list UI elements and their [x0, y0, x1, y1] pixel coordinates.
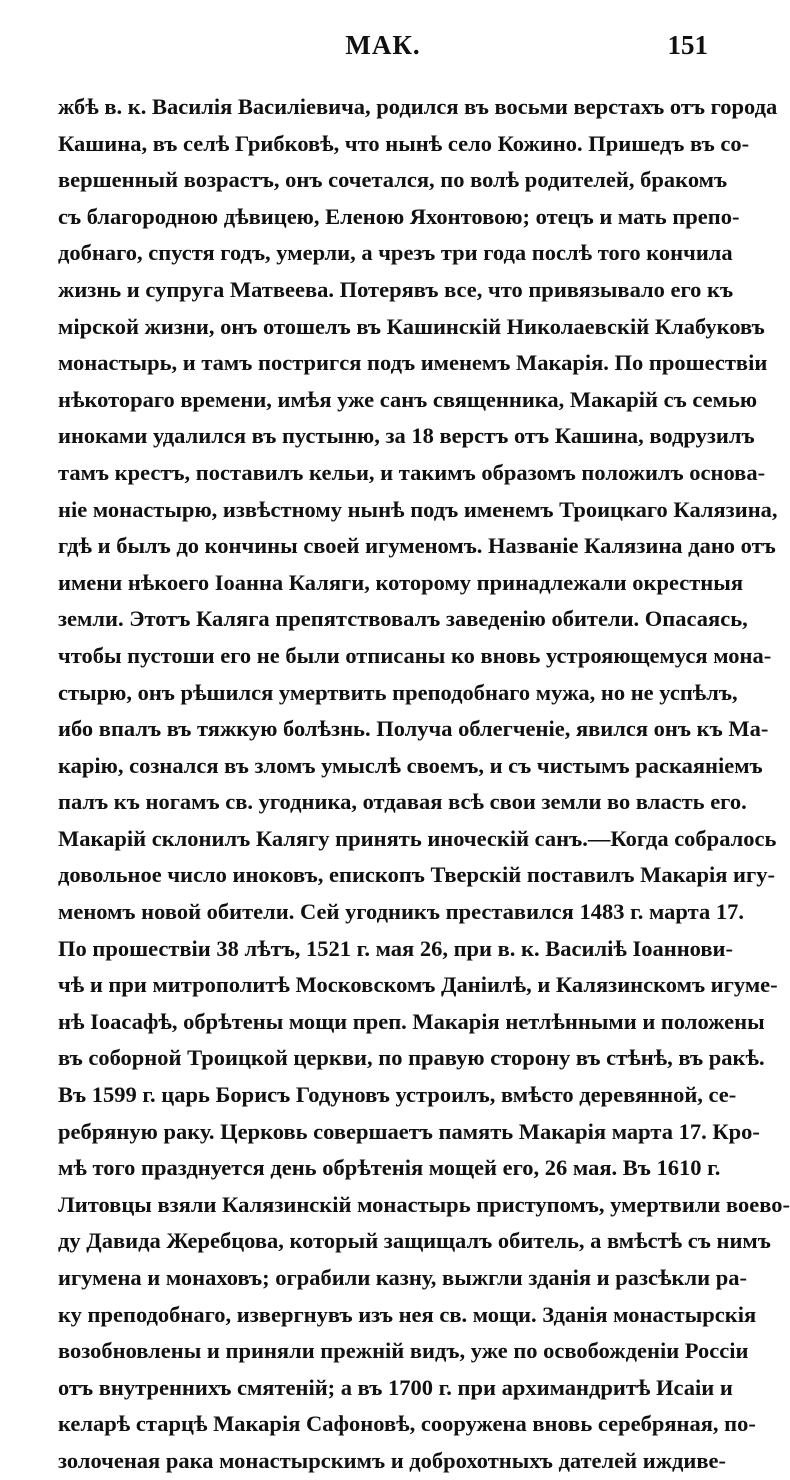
text-line: Макарій склонилъ Калягу принять иноческій санъ.—Когда собралось [58, 825, 777, 851]
text-line: карію, сознался въ зломъ умыслѣ своемъ, и съ чистымъ раскаяніемъ [58, 752, 763, 778]
text-line: возобновлены и приняли прежній видъ, уже по освобожденіи Россіи [58, 1338, 749, 1364]
text-line: ду Давида Жеребцова, который защищалъ обитель, а вмѣстѣ съ нимъ [58, 1228, 771, 1254]
running-head: МАК. [345, 30, 421, 60]
text-line: имени нѣкоего Іоанна Каляги, которому принадлежали окрестныя [58, 569, 743, 595]
text-line: ніе монастырю, извѣстному нынѣ подъ именемъ Троицкаго Калязина, [58, 496, 778, 522]
page-number: 151 [667, 30, 708, 60]
text-line: Кашина, въ селѣ Грибковѣ, что нынѣ село Кожино. Пришедъ въ со- [58, 130, 750, 156]
text-line: игумена и монаховъ; ограбили казну, выжгли зданія и разсѣкли ра- [58, 1265, 747, 1290]
text-line: чтобы пустоши его не были отписаны ко вновь устрояющемуся мона- [58, 642, 772, 668]
text-line: гдѣ и былъ до кончины своей игуменомъ. Названіе Калязина дано отъ [58, 533, 776, 559]
text-line: чѣ и при митрополитѣ Московскомъ Даніилѣ, и Калязинскомъ игуме- [58, 972, 778, 998]
text-line: ибо впалъ въ тяжкую болѣзнь. Получа облегченіе, явился онъ къ Ма- [58, 716, 769, 742]
text-line: монастырь, и тамъ постригся подъ именемъ Макарія. По прошествіи [58, 350, 768, 376]
text-line: мірской жизни, онъ отошелъ въ Кашинскій Николаевскій Клабуковъ [58, 313, 765, 339]
text-line: иноками удалился въ пустыню, за 18 верстъ отъ Кашина, водрузилъ [58, 423, 755, 449]
text-line: добнаго, спустя годъ, умерли, а чрезъ три года послѣ того кончила [58, 240, 733, 266]
text-line: стырю, онъ рѣшился умертвить преподобнаго мужа, но не успѣлъ, [58, 679, 738, 705]
text-line: тамъ крестъ, поставилъ кельи, и такимъ образомъ положилъ основа- [58, 459, 766, 485]
text-line: нѣкотораго времени, имѣя уже санъ священника, Макарій съ семью [58, 386, 758, 412]
text-line: довольное число иноковъ, епископъ Тверскій поставилъ Макарія игу- [58, 862, 775, 888]
text-line: Литовцы взяли Калязинскій монастырь приступомъ, умертвили воево- [58, 1191, 790, 1217]
text-line: келарѣ старцѣ Макарія Сафоновѣ, сооружена вновь серебряная, по- [58, 1411, 756, 1437]
text-line: ребряную раку. Церковь совершаетъ память Макарія марта 17. Кро- [58, 1118, 760, 1144]
text-line: мѣ того празднуется день обрѣтенія мощей его, 26 мая. Въ 1610 г. [58, 1155, 721, 1181]
text-line: въ соборной Троицкой церкви, по правую сторону въ стѣнѣ, въ ракѣ. [58, 1045, 765, 1071]
text-line: съ благородною дѣвицею, Еленою Яхонтовою; отецъ и мать препо- [58, 203, 740, 229]
text-line: ку преподобнаго, извергнувъ изъ нея св. мощи. Зданія монастырскія [58, 1301, 757, 1327]
page-header [58, 30, 708, 70]
text-line: Въ 1599 г. царь Борисъ Годуновъ устроилъ, вмѣсто деревянной, се- [58, 1082, 737, 1108]
text-line: нѣ Іоасафѣ, обрѣтены мощи преп. Макарія нетлѣнными и положены [58, 1008, 765, 1034]
text-line: По прошествіи 38 лѣтъ, 1521 г. мая 26, при в. к. Василіѣ Іоаннови- [58, 935, 733, 961]
text-line: жизнь и супруга Матвеева. Потерявъ все, что привязывало его къ [58, 276, 734, 302]
text-line: вершенный возрастъ, онъ сочетался, по волѣ родителей, бракомъ [58, 167, 728, 193]
text-line: земли. Этотъ Каляга препятствовалъ заведенію обители. Опасаясь, [58, 606, 748, 632]
text-line: жбѣ в. к. Василія Василіевича, родился въ восьми верстахъ отъ города [58, 94, 778, 119]
body-text [58, 89, 790, 1480]
text-line: палъ къ ногамъ св. угодника, отдавая всѣ свои земли во власть его. [58, 789, 747, 815]
text-line: отъ внутреннихъ смятеній; а въ 1700 г. при архимандритѣ Исаіи и [58, 1374, 733, 1400]
text-line: золоченая рака монастырскимъ и доброхотныхъ дателей иждиве- [58, 1447, 726, 1473]
text-line: меномъ новой обители. Сей угодникъ преставился 1483 г. марта 17. [58, 899, 744, 925]
